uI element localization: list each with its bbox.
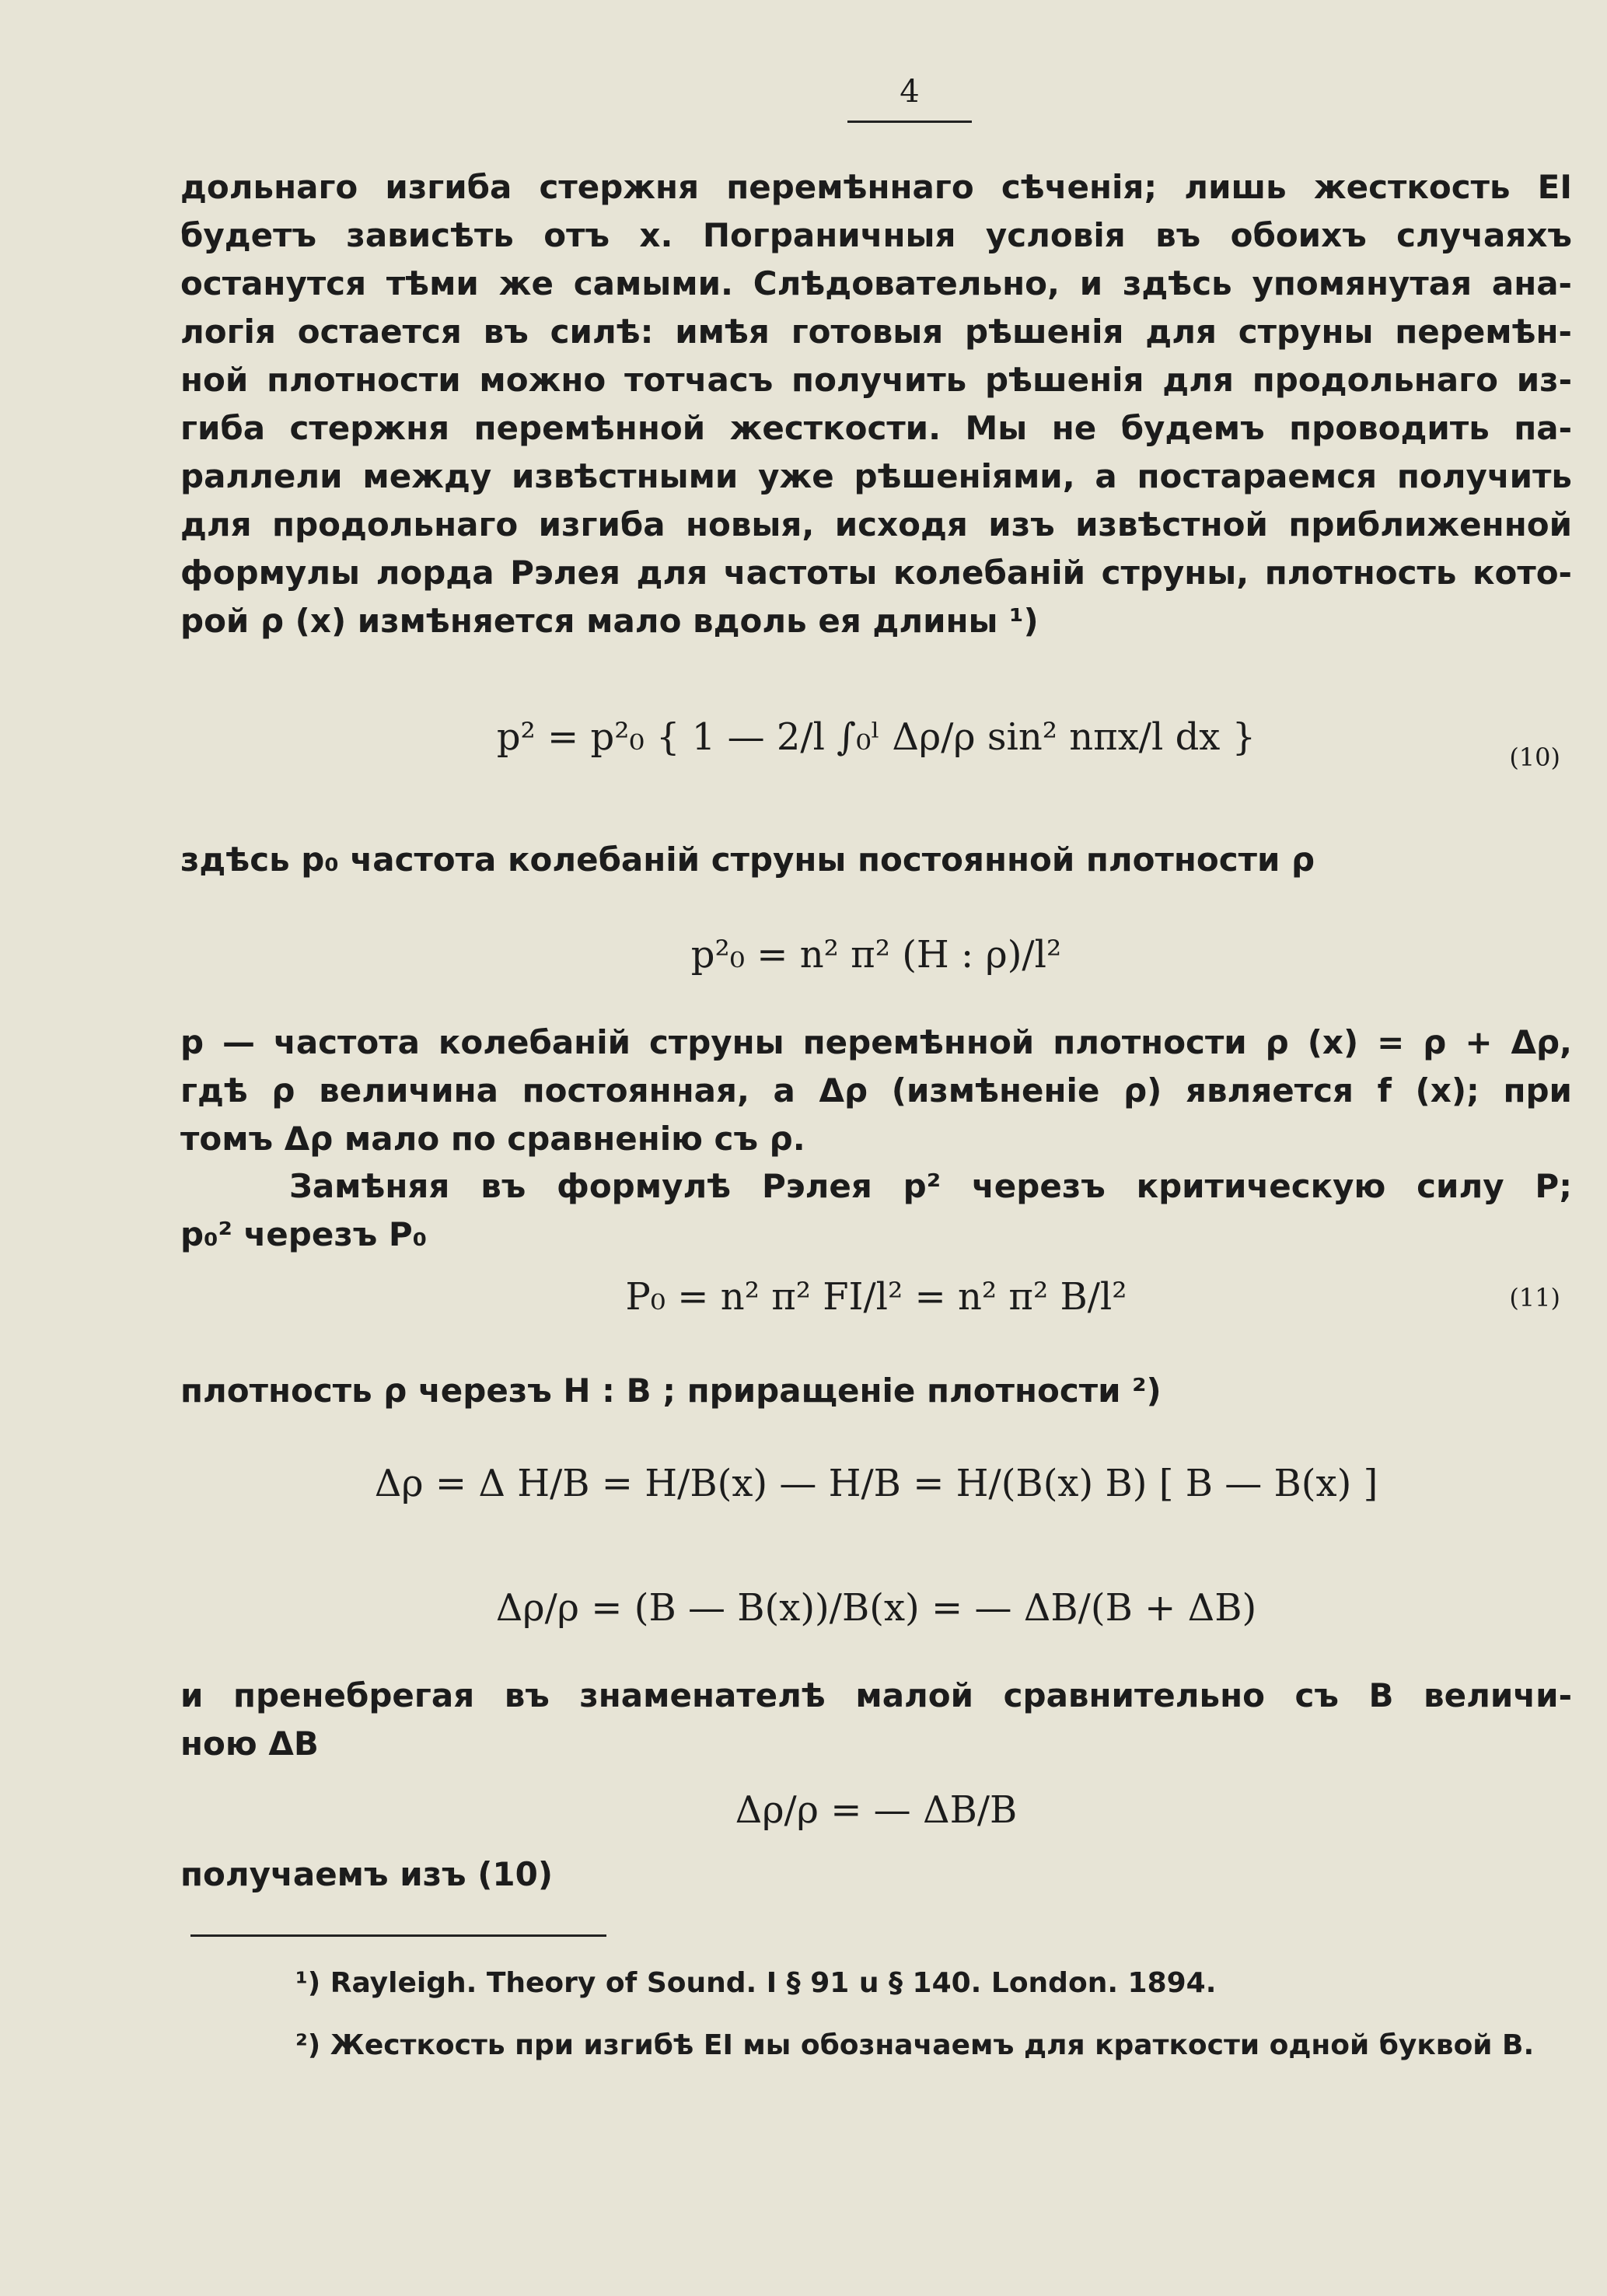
paragraph-increment — [180, 1367, 1572, 1415]
text-line: получаемъ изъ (10) — [180, 1855, 554, 1893]
text-line: здѣсь p₀ частота колебаній струны постоянной плотности ρ — [180, 840, 1315, 879]
text-line: останутся тѣми же самыми. Слѣдовательно, и здѣсь упомянутая ана- — [180, 264, 1572, 302]
page-number: 4 — [847, 74, 972, 123]
equation-p0 — [180, 933, 1572, 977]
equation-10-number: (10) — [1509, 743, 1560, 772]
text-line: для продольнаго изгиба новыя, исходя изъ извѣстной приближенной — [180, 505, 1572, 543]
text-line: будетъ зависѣть отъ x. Пограничныя условія въ обоихъ случаяхъ — [180, 216, 1572, 254]
text-line: гиба стержня перемѣнной жесткости. Мы не будемъ проводить па- — [180, 409, 1572, 447]
equation-delta-rho-body: Δρ = Δ H/B = H/B(x) — H/B = H/(B(x) B) [ B — B(x) ] — [374, 1462, 1378, 1505]
text-line: и пренебрегая въ знаменателѣ малой сравнительно съ B величи- — [180, 1676, 1572, 1714]
paragraph-substitution — [180, 1162, 1572, 1259]
paragraph-density — [180, 1019, 1572, 1163]
paragraph-analogy — [180, 163, 1572, 645]
text-line: плотность ρ черезъ H : B ; приращеніе плотности ²) — [180, 1372, 1162, 1410]
equation-10-body: p² = p²₀ { 1 — 2/l ∫₀ˡ Δρ/ρ sin² nπx/l dx } — [496, 715, 1256, 759]
equation-delta-rho — [180, 1462, 1572, 1505]
text-line: ною ΔB — [180, 1725, 319, 1763]
text-line: гдѣ ρ величина постоянная, а Δρ (измѣненіе ρ) является f (x); при — [180, 1071, 1572, 1110]
text-line: дольнаго изгиба стержня перемѣннаго сѣченія; лишь жесткость EI — [180, 168, 1572, 206]
equation-relative-delta-body: Δρ/ρ = (B — B(x))/B(x) = — ΔB/(B + ΔB) — [495, 1586, 1257, 1630]
text-line: p — частота колебаній струны перемѣнной плотности ρ (x) = ρ + Δρ, — [180, 1023, 1572, 1061]
equation-approx-body: Δρ/ρ = — ΔB/B — [735, 1788, 1018, 1832]
equation-p0-body: p²₀ = n² π² (H : ρ)/l² — [690, 933, 1062, 977]
text-line: раллели между извѣстными уже рѣшеніями, а постараемся получить — [180, 457, 1572, 495]
text-line: логія остается въ силѣ: имѣя готовыя рѣшенія для струны перемѣн- — [180, 313, 1572, 351]
text-line: формулы лорда Рэлея для частоты колебаній струны, плотность кото- — [180, 554, 1572, 592]
footnote-1: ¹) Rayleigh. Theory of Sound. I § 91 u § 140. London. 1894. — [295, 1967, 1217, 1999]
footnote-separator — [190, 1934, 606, 1937]
text-line: томъ Δρ мало по сравненію съ ρ. — [180, 1120, 805, 1158]
equation-11 — [180, 1275, 1572, 1319]
paragraph-obtain — [180, 1850, 1572, 1899]
text-line: ной плотности можно тотчасъ получить рѣшенія для продольнаго из- — [180, 361, 1572, 399]
equation-approx — [180, 1788, 1572, 1832]
paragraph-neglect — [180, 1672, 1572, 1768]
equation-relative-delta — [180, 1586, 1572, 1630]
paragraph-p0 — [180, 836, 1572, 884]
equation-11-number: (11) — [1509, 1283, 1560, 1312]
footnote-2: ²) Жесткость при изгибѣ EI мы обозначаемъ для краткости одной буквой B. — [295, 2029, 1535, 2061]
equation-11-body: P₀ = n² π² FI/l² = n² π² B/l² — [625, 1275, 1127, 1319]
text-line: Замѣняя въ формулѣ Рэлея p² черезъ критическую силу P; — [289, 1167, 1572, 1205]
text-line: p₀² черезъ P₀ — [180, 1215, 428, 1253]
equation-10 — [180, 715, 1572, 759]
text-line: рой ρ (x) измѣняется мало вдоль ея длины ¹) — [180, 602, 1039, 640]
